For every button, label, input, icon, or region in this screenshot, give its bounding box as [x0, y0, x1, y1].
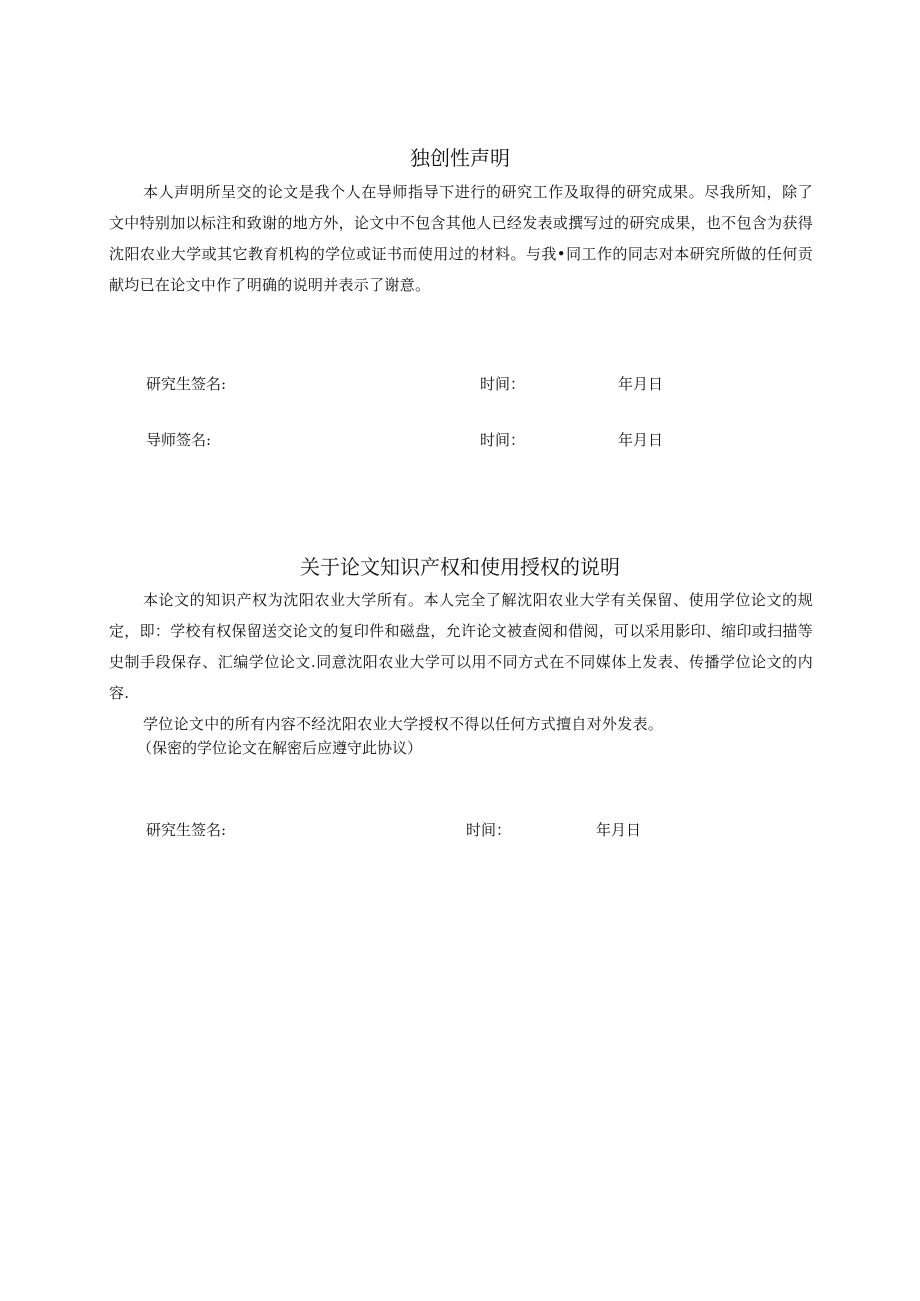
ip-authorization-body: 本论文的知识产权为沈阳农业大学所有。本人完全了解沈阳农业大学有关保留、使用学位论文的规定，即：学校有权保留送交论文的复印件和磁盘，允许论文被查阅和借阅，可以采用影印、缩印或扫描等史制手段保存、汇编学位论文.同意沈阳农业大学可以用不同方式在不同媒体上发表、传播学位论文的内容.	[109, 591, 813, 702]
advisor-time-label: 时间：	[480, 431, 526, 449]
ip-authorization-statement: 学位论文中的所有内容不经沈阳农业大学授权不得以任何方式擅自对外发表。	[143, 715, 664, 733]
advisor-date-label: 年月日	[618, 431, 664, 449]
ip-authorization-title: 关于论文知识产权和使用授权的说明	[300, 555, 620, 579]
student-time-label-2: 时间：	[466, 821, 512, 839]
student-date-label-2: 年月日	[596, 821, 642, 839]
student-signature-label: 研究生签名:	[146, 375, 227, 393]
originality-statement-title: 独创性声明	[410, 146, 510, 170]
student-signature-label-2: 研究生签名:	[146, 821, 227, 839]
student-date-label: 年月日	[618, 375, 664, 393]
advisor-signature-label: 导师签名:	[146, 431, 212, 449]
student-time-label: 时间：	[480, 375, 526, 393]
confidentiality-note: （保密的学位论文在解密后应遵守此协议）	[137, 739, 423, 757]
originality-statement-body: 本人声明所呈交的论文是我个人在导师指导下进行的研究工作及取得的研究成果。尽我所知，除了文中特别加以标注和致谢的地方外，论文中不包含其他人已经发表或撰写过的研究成果，也不包含为获得沈阳农业大学或其它教育机构的学位或证书而使用过的材料。与我•同工作的同志对本研究所做的任何贡献均已在论文中作了明确的说明并表示了谢意。	[109, 183, 813, 294]
